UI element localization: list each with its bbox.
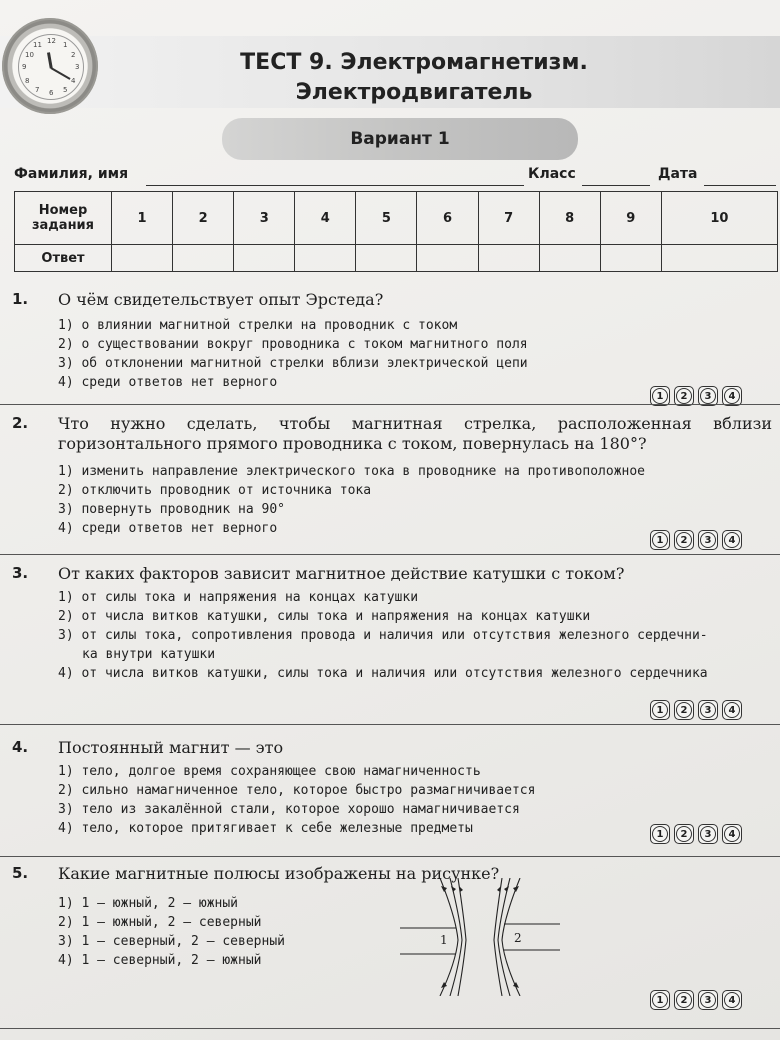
test-title [234,48,594,108]
student-info-row [14,162,778,190]
divider [0,1028,780,1029]
task-col-2: 2 [173,192,234,245]
option: 2) о существовании вокруг проводника с током магнитного поля [58,337,528,352]
option: 4) от числа витков катушки, силы тока и наличия или отсутствия железного сердечника [58,666,708,681]
choice-4-button[interactable]: 4 [722,824,742,844]
option: 4) среди ответов нет верного [58,375,278,390]
class-field[interactable] [582,185,650,186]
date-field[interactable] [704,185,776,186]
task-col-6: 6 [417,192,478,245]
choice-3-button[interactable]: 3 [698,990,718,1010]
task-col-8: 8 [539,192,600,245]
name-field[interactable] [146,185,524,186]
choice-4-button[interactable]: 4 [722,990,742,1010]
answer-row-label: Ответ [15,245,112,272]
answer-cell[interactable] [600,245,661,272]
answer-cell[interactable] [356,245,417,272]
choice-4-button[interactable]: 4 [722,530,742,550]
answer-cell[interactable] [478,245,539,272]
question-text: Какие магнитные полюсы изображены на рисунке? [58,864,500,883]
option-list [58,762,535,838]
choice-1-button[interactable]: 1 [650,824,670,844]
choice-1-button[interactable]: 1 [650,530,670,550]
option: 3) от силы тока, сопротивления провода и наличия или отсутствия железного сердечни- [58,628,708,643]
answer-table [14,191,778,272]
answer-cell[interactable] [173,245,234,272]
option-list [58,894,285,970]
title-line-1: ТЕСТ 9. Электромагнетизм. [240,50,588,75]
option: 4) 1 — северный, 2 — южный [58,953,262,968]
choice-3-button[interactable]: 3 [698,530,718,550]
option-list [58,588,708,683]
choice-1-button[interactable]: 1 [650,700,670,720]
option-list [58,316,528,392]
option: 2) сильно намагниченное тело, которое быстро размагничивается [58,783,536,798]
option: 2) 1 — южный, 2 — северный [58,915,262,930]
option: 2) от числа витков катушки, силы тока и напряжения на концах катушки [58,609,591,624]
task-col-7: 7 [478,192,539,245]
option: 3) повернуть проводник на 90° [58,502,285,517]
question-number: 4. [12,738,29,756]
answer-cell[interactable] [295,245,356,272]
option: 3) тело из закалённой стали, которое хорошо намагничивается [58,802,520,817]
variant-label: Вариант 1 [350,129,450,149]
option: 3) 1 — северный, 2 — северный [58,934,285,949]
answer-cell[interactable] [539,245,600,272]
magnet-field-diagram [400,878,560,996]
choice-3-button[interactable]: 3 [698,824,718,844]
task-col-4: 4 [295,192,356,245]
choice-3-button[interactable]: 3 [698,386,718,406]
task-col-5: 5 [356,192,417,245]
option: 1) 1 — южный, 2 — южный [58,896,239,911]
choice-4-button[interactable]: 4 [722,386,742,406]
task-col-3: 3 [234,192,295,245]
date-label: Дата [658,166,698,182]
task-col-1: 1 [112,192,173,245]
magnet-2-label: 2 [514,931,522,945]
option: 4) среди ответов нет верного [58,521,278,536]
arrow-icon [504,886,509,892]
option-continuation: ка внутри катушки [82,647,216,662]
option: 3) об отклонении магнитной стрелки вблизи электрической цепи [58,356,528,371]
title-line-2: Электродвигатель [295,80,533,105]
option: 4) тело, которое притягивает к себе железные предметы [58,821,473,836]
arrow-icon [451,886,456,892]
option: 1) от силы тока и напряжения на концах катушки [58,590,419,605]
question-text: О чём свидетельствует опыт Эрстеда? [58,290,384,309]
option-list [58,462,645,538]
option: 1) тело, долгое время сохраняющее свою намагниченность [58,764,481,779]
question-text: Что нужно сделать, чтобы магнитная стрелка, расположенная вблизи горизонтального прямого проводника с током, повернулась на 180°? [58,414,772,453]
question-number: 1. [12,290,29,308]
choice-2-button[interactable]: 2 [674,824,694,844]
option: 1) изменить направление электрического тока в проводнике на противоположное [58,464,645,479]
question-number: 3. [12,564,29,582]
name-label: Фамилия, имя [14,166,129,182]
divider [0,404,780,405]
clock-icon: 12 3 6 9 1 2 4 5 7 8 10 11 [2,18,98,114]
choice-1-button[interactable]: 1 [650,990,670,1010]
option: 2) отключить проводник от источника тока [58,483,372,498]
answer-cell[interactable] [661,245,777,272]
choice-2-button[interactable]: 2 [674,386,694,406]
answer-cell[interactable] [112,245,173,272]
answer-cell[interactable] [417,245,478,272]
task-col-9: 9 [600,192,661,245]
answer-choices [650,824,742,844]
answer-choices [650,990,742,1010]
choice-1-button[interactable]: 1 [650,386,670,406]
question-number: 2. [12,414,29,432]
answer-choices [650,700,742,720]
option: 1) о влиянии магнитной стрелки на проводник с током [58,318,458,333]
answer-choices [650,386,742,406]
divider [0,856,780,857]
question-text: От каких факторов зависит магнитное действие катушки с током? [58,564,625,583]
class-label: Класс [528,166,576,182]
answer-choices [650,530,742,550]
choice-2-button[interactable]: 2 [674,990,694,1010]
magnet-1-label: 1 [440,933,448,947]
task-number-header: Номер задания [15,192,112,245]
choice-3-button[interactable]: 3 [698,700,718,720]
choice-2-button[interactable]: 2 [674,530,694,550]
answer-cell[interactable] [234,245,295,272]
divider [0,554,780,555]
question-text: Постоянный магнит — это [58,738,284,757]
divider [0,724,780,725]
question-number: 5. [12,864,29,882]
choice-4-button[interactable]: 4 [722,700,742,720]
choice-2-button[interactable]: 2 [674,700,694,720]
task-col-10: 10 [661,192,777,245]
